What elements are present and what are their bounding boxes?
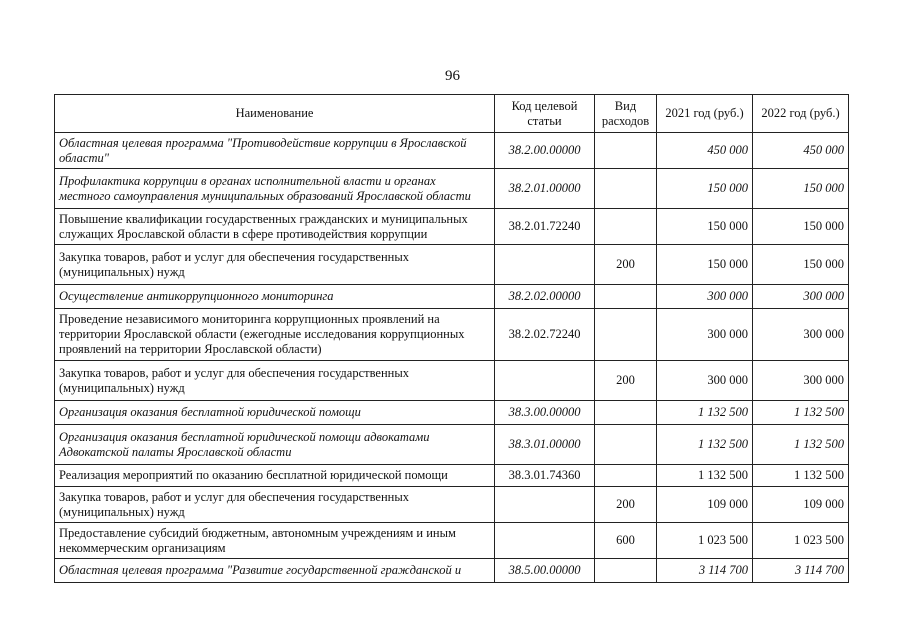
table-row (55, 465, 849, 487)
row-2022-cell: 1 132 500 (753, 401, 849, 425)
row-2022-cell: 3 114 700 (753, 559, 849, 583)
header-2021: 2021 год (руб.) (657, 95, 753, 133)
row-2022-cell: 150 000 (753, 209, 849, 245)
table-row (55, 133, 849, 169)
row-2021-cell: 1 132 500 (657, 465, 753, 487)
row-2022-cell: 300 000 (753, 361, 849, 401)
row-2021-cell: 300 000 (657, 285, 753, 309)
table-row (55, 285, 849, 309)
row-vid-cell: 200 (595, 245, 657, 285)
row-name-cell: Профилактика коррупции в органах исполнительной власти и органах местного самоуправления муниципальных образований Ярославской области (55, 169, 495, 209)
header-vid: Вид расходов (595, 95, 657, 133)
row-2022-cell: 450 000 (753, 133, 849, 169)
row-2021-cell: 1 023 500 (657, 523, 753, 559)
table-row (55, 559, 849, 583)
row-code-cell: 38.3.00.00000 (495, 401, 595, 425)
row-vid-cell: 200 (595, 361, 657, 401)
row-2022-cell: 150 000 (753, 245, 849, 285)
row-code-cell: 38.5.00.00000 (495, 559, 595, 583)
row-name-cell: Областная целевая программа "Развитие государственной гражданской и (55, 559, 495, 583)
row-2021-cell: 150 000 (657, 209, 753, 245)
table-row (55, 169, 849, 209)
row-2022-cell: 1 132 500 (753, 465, 849, 487)
table-body (55, 133, 849, 583)
row-2021-cell: 3 114 700 (657, 559, 753, 583)
row-code-cell: 38.2.00.00000 (495, 133, 595, 169)
row-2022-cell: 150 000 (753, 169, 849, 209)
row-vid-cell (595, 559, 657, 583)
row-vid-cell (595, 285, 657, 309)
row-name-cell: Областная целевая программа "Противодействие коррупции в Ярославской области" (55, 133, 495, 169)
row-name-cell: Закупка товаров, работ и услуг для обеспечения государственных (муниципальных) нужд (55, 245, 495, 285)
row-name-cell: Реализация мероприятий по оказанию бесплатной юридической помощи (55, 465, 495, 487)
row-2022-cell: 300 000 (753, 309, 849, 361)
row-name-cell: Закупка товаров, работ и услуг для обеспечения государственных (муниципальных) нужд (55, 361, 495, 401)
row-2021-cell: 300 000 (657, 361, 753, 401)
row-vid-cell (595, 309, 657, 361)
row-vid-cell (595, 465, 657, 487)
row-vid-cell: 200 (595, 487, 657, 523)
row-code-cell: 38.2.01.00000 (495, 169, 595, 209)
row-code-cell: 38.2.01.72240 (495, 209, 595, 245)
row-2022-cell: 1 132 500 (753, 425, 849, 465)
table-row (55, 487, 849, 523)
table-row (55, 209, 849, 245)
row-name-cell: Закупка товаров, работ и услуг для обеспечения государственных (муниципальных) нужд (55, 487, 495, 523)
row-vid-cell (595, 169, 657, 209)
row-name-cell: Организация оказания бесплатной юридической помощи (55, 401, 495, 425)
row-2021-cell: 1 132 500 (657, 401, 753, 425)
table-row (55, 425, 849, 465)
table-row (55, 523, 849, 559)
budget-table (54, 94, 849, 583)
row-code-cell: 38.2.02.00000 (495, 285, 595, 309)
row-2021-cell: 300 000 (657, 309, 753, 361)
row-vid-cell (595, 209, 657, 245)
row-vid-cell (595, 133, 657, 169)
header-2022: 2022 год (руб.) (753, 95, 849, 133)
row-2021-cell: 1 132 500 (657, 425, 753, 465)
row-name-cell: Организация оказания бесплатной юридической помощи адвокатами Адвокатской палаты Ярославской области (55, 425, 495, 465)
table-row (55, 245, 849, 285)
row-vid-cell (595, 401, 657, 425)
row-code-cell: 38.2.02.72240 (495, 309, 595, 361)
row-name-cell: Повышение квалификации государственных гражданских и муниципальных служащих Ярославской области в сфере противодействия коррупции (55, 209, 495, 245)
row-2021-cell: 450 000 (657, 133, 753, 169)
row-2021-cell: 109 000 (657, 487, 753, 523)
header-code: Код целевой статьи (495, 95, 595, 133)
header-name: Наименование (55, 95, 495, 133)
page-number: 96 (445, 68, 460, 84)
row-code-cell: 38.3.01.00000 (495, 425, 595, 465)
row-2022-cell: 1 023 500 (753, 523, 849, 559)
row-2022-cell: 300 000 (753, 285, 849, 309)
row-2022-cell: 109 000 (753, 487, 849, 523)
table-header-row (55, 95, 849, 133)
row-code-cell (495, 523, 595, 559)
row-2021-cell: 150 000 (657, 169, 753, 209)
row-name-cell: Проведение независимого мониторинга коррупционных проявлений на территории Ярославской области (ежегодные исследования коррупционных проявлений на территории Ярославской области) (55, 309, 495, 361)
table-row (55, 309, 849, 361)
row-code-cell: 38.3.01.74360 (495, 465, 595, 487)
row-vid-cell: 600 (595, 523, 657, 559)
row-name-cell: Осуществление антикоррупционного мониторинга (55, 285, 495, 309)
row-code-cell (495, 487, 595, 523)
row-code-cell (495, 245, 595, 285)
table-row (55, 361, 849, 401)
row-code-cell (495, 361, 595, 401)
table-row (55, 401, 849, 425)
row-vid-cell (595, 425, 657, 465)
row-2021-cell: 150 000 (657, 245, 753, 285)
row-name-cell: Предоставление субсидий бюджетным, автономным учреждениям и иным некоммерческим организациям (55, 523, 495, 559)
